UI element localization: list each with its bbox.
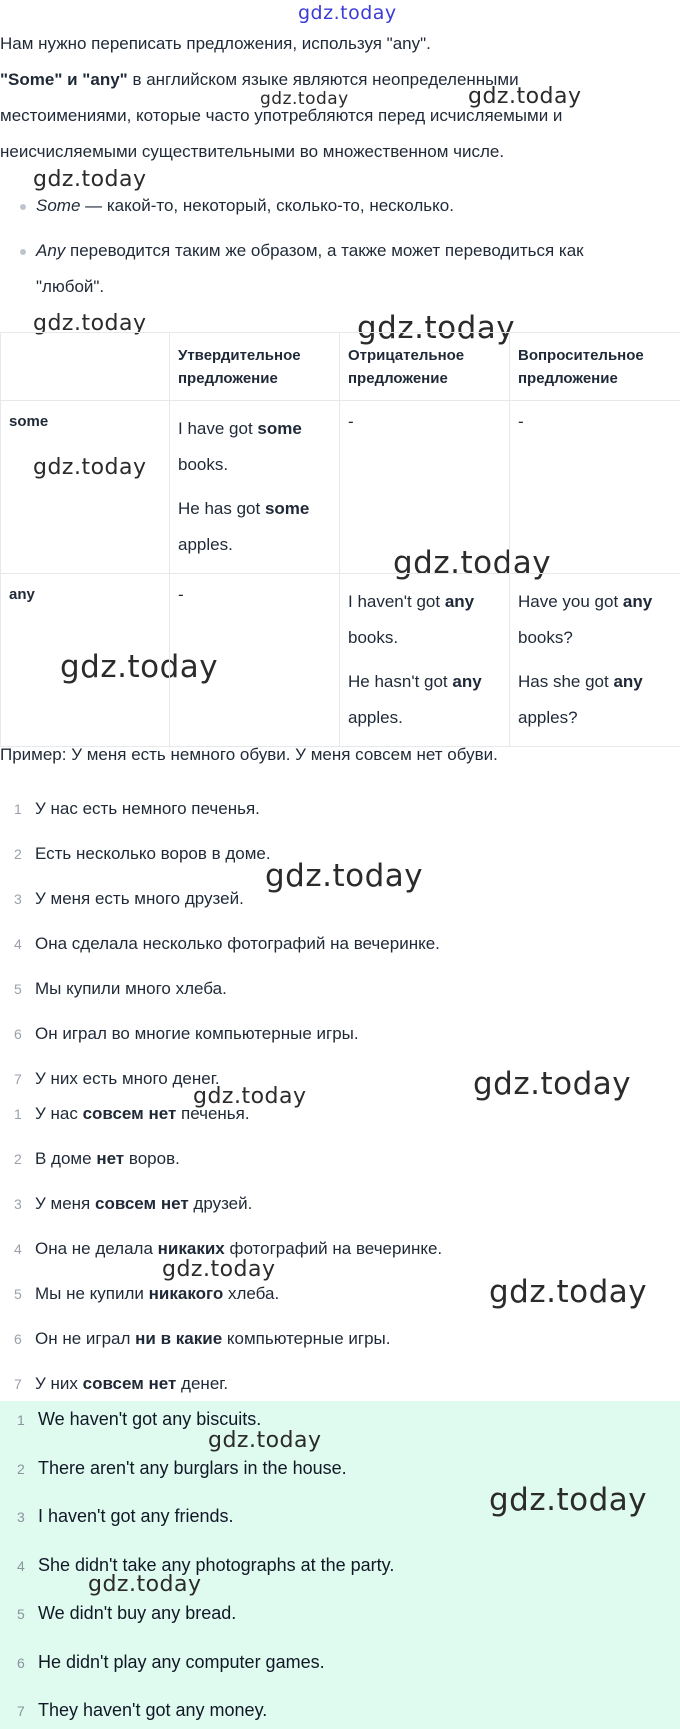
watermark: gdz.today xyxy=(468,84,582,109)
table-cell-affirmative: - xyxy=(170,574,340,747)
list-item: У меня совсем нет друзей. xyxy=(35,1194,253,1213)
answer-item: He didn't play any computer games. xyxy=(38,1652,325,1672)
list-number: 1 xyxy=(14,801,22,817)
table-example: I haven't got any xyxy=(348,592,475,611)
answer-item: We didn't buy any bread. xyxy=(38,1603,237,1623)
table-cell-negative xyxy=(340,574,510,747)
answer-number: 1 xyxy=(17,1412,25,1428)
answer-number: 6 xyxy=(17,1655,25,1671)
table-example-cont: apples. xyxy=(178,535,233,554)
watermark: gdz.today xyxy=(33,455,147,480)
table-cell-affirmative xyxy=(170,401,340,574)
table-example-cont: books? xyxy=(518,628,573,647)
table-row-label: any xyxy=(1,574,170,747)
list-number: 7 xyxy=(14,1376,22,1392)
list-item: У них есть много денег. xyxy=(35,1069,220,1088)
watermark: gdz.today xyxy=(60,649,219,685)
list-item: Он играл во многие компьютерные игры. xyxy=(35,1024,359,1043)
answer-number: 3 xyxy=(17,1509,25,1525)
list-item: Она не делала никаких фотографий на вечеринке. xyxy=(35,1239,443,1258)
bullet-text: — какой-то, некоторый, сколько-то, несколько. xyxy=(80,196,454,215)
table-cell-question xyxy=(510,574,680,747)
table-header-empty xyxy=(1,333,170,401)
intro-bold-terms: "Some" и "any" xyxy=(0,70,128,89)
table-example: Has she got any xyxy=(518,672,643,691)
table-cell-negative: - xyxy=(340,401,510,574)
answer-number: 2 xyxy=(17,1461,25,1477)
list-item: Мы купили много хлеба. xyxy=(35,979,227,998)
answer-item: We haven't got any biscuits. xyxy=(38,1409,262,1429)
watermark: gdz.today xyxy=(193,1084,307,1109)
list-number: 6 xyxy=(14,1026,22,1042)
list-item: Она сделала несколько фотографий на вечеринке. xyxy=(35,934,440,953)
table-header-question: Вопросительное предложение xyxy=(510,333,680,401)
watermark: gdz.today xyxy=(489,1482,648,1518)
intro-definition-text: в английском языке являются неопределенными xyxy=(127,70,519,89)
intro-definition xyxy=(0,70,519,90)
list-item: У них совсем нет денег. xyxy=(35,1374,229,1393)
answer-number: 7 xyxy=(17,1703,25,1719)
watermark: gdz.today xyxy=(33,167,147,192)
intro-definition-line2: местоимениями, которые часто употребляются перед исчисляемыми и xyxy=(0,106,563,125)
list-number: 6 xyxy=(14,1331,22,1347)
table-cell-question: - xyxy=(510,401,680,574)
table-example: He hasn't got any xyxy=(348,672,482,691)
table-example-cont: books. xyxy=(348,628,399,647)
grammar-table xyxy=(0,332,680,747)
list-item: У нас совсем нет печенья. xyxy=(35,1104,250,1123)
list-item: В доме нет воров. xyxy=(35,1149,180,1168)
table-example-cont: books. xyxy=(178,455,229,474)
list-number: 2 xyxy=(14,846,22,862)
bullet-dot-icon xyxy=(20,249,26,255)
table-row-some xyxy=(1,401,680,574)
watermark: gdz.today xyxy=(33,311,147,336)
answer-number: 4 xyxy=(17,1558,25,1574)
table-example-cont: apples. xyxy=(348,708,403,727)
bullet-text: переводится таким же образом, а также может переводиться как xyxy=(65,241,584,260)
list-number: 3 xyxy=(14,891,22,907)
watermark: gdz.today xyxy=(357,310,516,346)
table-example: Have you got any xyxy=(518,592,653,611)
answer-item: I haven't got any friends. xyxy=(38,1506,234,1526)
bullet-term: Any xyxy=(36,241,66,260)
list-number: 4 xyxy=(14,1241,22,1257)
watermark: gdz.today xyxy=(162,1257,276,1282)
watermark: gdz.today xyxy=(88,1572,202,1597)
bullet-dot-icon xyxy=(20,204,26,210)
answer-item: She didn't take any photographs at the party. xyxy=(38,1555,395,1575)
list-number: 2 xyxy=(14,1151,22,1167)
list-item: Мы не купили никакого хлеба. xyxy=(35,1284,280,1303)
watermark: gdz.today xyxy=(208,1428,322,1453)
watermark-top: gdz.today xyxy=(298,2,397,24)
list-number: 1 xyxy=(14,1106,22,1122)
table-example-cont: apples? xyxy=(518,708,578,727)
intro-definition-line3: неисчисляемыми существительными во множественном числе. xyxy=(0,142,505,161)
bullet-term: Some xyxy=(36,196,81,215)
answer-item: There aren't any burglars in the house. xyxy=(38,1458,347,1478)
list-number: 7 xyxy=(14,1071,22,1087)
example-line: Пример: У меня есть немного обуви. У меня совсем нет обуви. xyxy=(0,745,498,764)
table-header-row xyxy=(1,333,680,401)
table-header-negative: Отрицательное предложение xyxy=(340,333,510,401)
list-number: 5 xyxy=(14,1286,22,1302)
list-number: 3 xyxy=(14,1196,22,1212)
watermark: gdz.today xyxy=(265,858,424,894)
table-example: He has got some xyxy=(178,499,310,518)
watermark: gdz.today xyxy=(473,1066,632,1102)
watermark: gdz.today xyxy=(260,89,349,109)
list-number: 5 xyxy=(14,981,22,997)
list-number: 4 xyxy=(14,936,22,952)
table-header-affirmative: Утвердительное предложение xyxy=(170,333,340,401)
intro-line: Нам нужно переписать предложения, используя "any". xyxy=(0,34,431,53)
answer-item: They haven't got any money. xyxy=(38,1700,268,1720)
list-item: Есть несколько воров в доме. xyxy=(35,844,271,863)
watermark: gdz.today xyxy=(489,1274,648,1310)
list-item: У меня есть много друзей. xyxy=(35,889,244,908)
list-item: У нас есть немного печенья. xyxy=(35,799,260,818)
table-row-any xyxy=(1,574,680,747)
answer-number: 5 xyxy=(17,1606,25,1622)
bullet-text: "любой". xyxy=(36,277,105,296)
table-row-label: some xyxy=(1,401,170,574)
table-example: I have got some xyxy=(178,419,302,438)
watermark: gdz.today xyxy=(393,545,552,581)
list-item: Он не играл ни в какие компьютерные игры. xyxy=(35,1329,391,1348)
